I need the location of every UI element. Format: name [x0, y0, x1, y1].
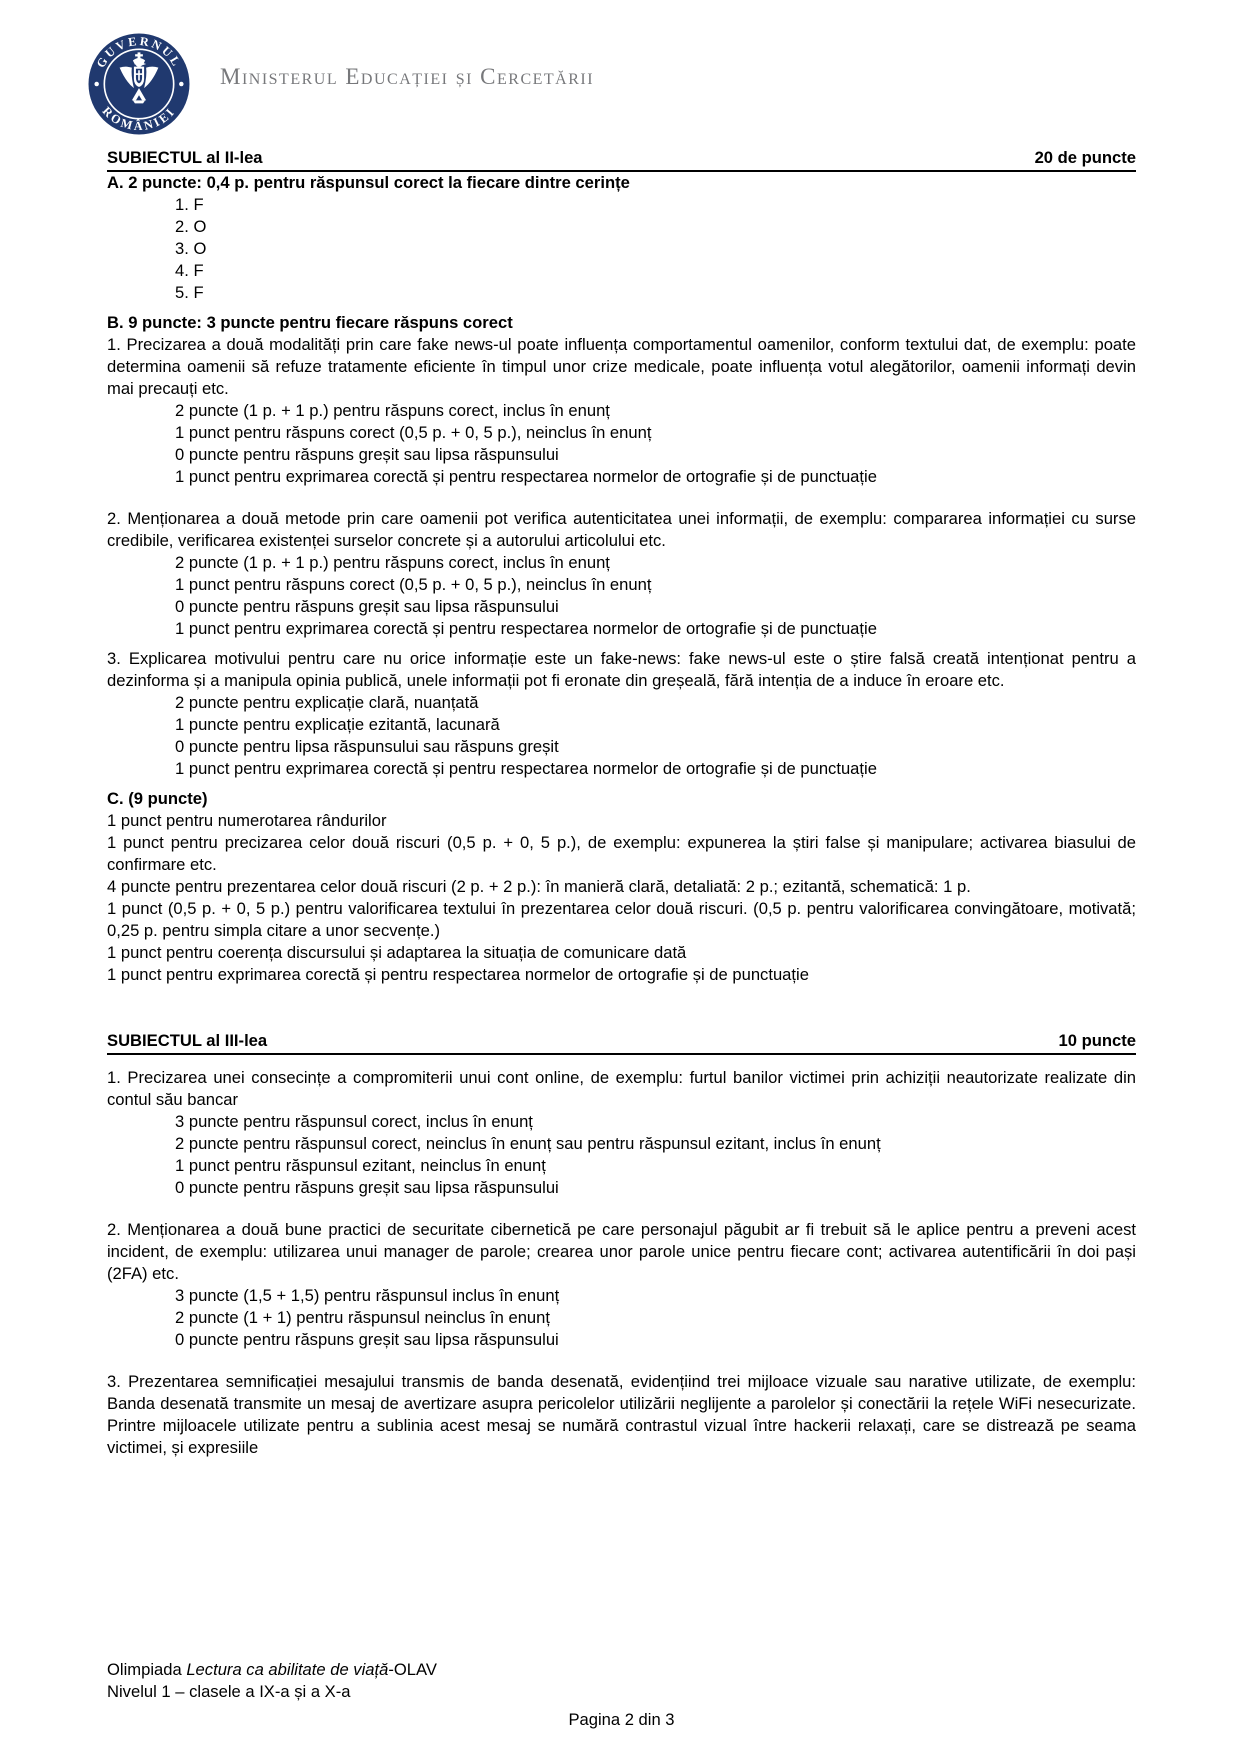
page-footer: [107, 1659, 1136, 1731]
footer-olympiad-suffix: -OLAV: [388, 1660, 437, 1679]
rubric-line: 1 punct pentru precizarea celor două riscuri (0,5 p. + 0, 5 p.), de exemplu: expunerea la știri false și manipulare; activarea biasului de confirmare etc.: [107, 833, 1136, 874]
subject3-title: SUBIECTUL al III-lea: [107, 1031, 268, 1050]
rubric-subline: 0 puncte pentru lipsa răspunsului sau răspuns greșit: [175, 737, 559, 756]
rubric-line: 1 punct (0,5 p. + 0, 5 p.) pentru valorificarea textului în prezentarea celor două riscuri. (0,5 p. pentru valorificarea convingătoare, motivată; 0,25 p. pentru simpla citare a unor secvențe.): [107, 899, 1136, 940]
rubric-subline: 0 puncte pentru răspuns greșit sau lipsa răspunsului: [175, 1178, 559, 1197]
rubric-subline: 1 punct pentru exprimarea corectă și pentru respectarea normelor de ortografie și de punctuație: [175, 759, 877, 778]
romania-government-seal-icon: [88, 33, 190, 135]
document-body: [107, 147, 1136, 1459]
subject2-points: 20 de puncte: [1034, 148, 1136, 167]
rubric-line: 4 puncte pentru prezentarea celor două riscuri (2 p. + 2 p.): în manieră clară, detaliată: 2 p.; ezitantă, schematică: 1 p.: [107, 877, 971, 896]
svg-text:GUVERNUL: GUVERNUL: [93, 33, 185, 71]
rubric-line: 1 punct pentru numerotarea rândurilor: [107, 811, 387, 830]
answer-item: 5. F: [175, 283, 204, 302]
rubric-subline: 1 punct pentru răspunsul ezitant, neinclus în enunț: [175, 1156, 546, 1175]
rubric-line: 1 punct pentru exprimarea corectă și pentru respectarea normelor de ortografie și de punctuație: [107, 965, 809, 984]
rubric-subline: 1 punct pentru exprimarea corectă și pentru respectarea normelor de ortografie și de punctuație: [175, 619, 877, 638]
subject3-heading-row: [107, 1030, 1136, 1055]
ministry-title: Ministerul Educației și Cercetării: [220, 64, 595, 89]
rubric-subline: 2 puncte pentru răspunsul corect, neinclus în enunț sau pentru răspunsul ezitant, inclus în enunț: [175, 1134, 881, 1153]
rubric-line: 1 punct pentru coerența discursului și adaptarea la situația de comunicare dată: [107, 943, 687, 962]
subject3-points: 10 puncte: [1058, 1031, 1136, 1050]
answer-item: 2. O: [175, 217, 207, 236]
rubric-subline: 1 punct pentru răspuns corect (0,5 p. + 0, 5 p.), neinclus în enunț: [175, 423, 652, 442]
rubric-subline: 2 puncte (1 p. + 1 p.) pentru răspuns corect, inclus în enunț: [175, 401, 610, 420]
rubric-subline: 3 puncte (1,5 + 1,5) pentru răspunsul inclus în enunț: [175, 1286, 560, 1305]
svg-text:ROMÂNIEI: ROMÂNIEI: [99, 103, 179, 134]
rubric-paragraph: 3. Prezentarea semnificației mesajului transmis de banda desenată, evidențiind trei mijloace vizuale sau narative utilizate, de exemplu: Banda desenată transmite un mesaj de avertizare asupra pericolelor utilizării neglijente a parolelor și conectării la rețele WiFi nesecurizate. Printre mijloacele utilizate pentru a sublinia acest mesaj se numără contrastul vizual între hackerii relaxați, care se distrează pe seama victimei, și expresiile: [107, 1372, 1136, 1457]
rubric-subline: 2 puncte (1 p. + 1 p.) pentru răspuns corect, inclus în enunț: [175, 553, 610, 572]
subject2-heading-row: [107, 147, 1136, 172]
rubric-paragraph: 2. Menționarea a două metode prin care oamenii pot verifica autenticitatea unei informații, de exemplu: compararea informației cu surse credibile, verificarea existenței surselor concrete și a autorului articolului etc.: [107, 509, 1136, 550]
footer-olympiad-title: Lectura ca abilitate de viață: [186, 1660, 389, 1679]
answer-item: 3. O: [175, 239, 207, 258]
footer-level-line: Nivelul 1 – clasele a IX-a și a X-a: [107, 1682, 351, 1701]
subject2-title: SUBIECTUL al II-lea: [107, 148, 263, 167]
rubric-paragraph: 1. Precizarea a două modalități prin care fake news-ul poate influența comportamentul oamenilor, conform textului dat, de exemplu: poate determina oamenii să refuze tratamente eficiente în timpul unor crize medicale, poate influența votul alegătorilor, oamenii informați devin mai precauți etc.: [107, 335, 1136, 398]
rubric-paragraph: 1. Precizarea unei consecințe a compromiterii unui cont online, de exemplu: furtul banilor victimei prin achiziții neautorizate realizate din contul său bancar: [107, 1068, 1136, 1109]
rubric-subline: 1 punct pentru răspuns corect (0,5 p. + 0, 5 p.), neinclus în enunț: [175, 575, 652, 594]
answer-item: 4. F: [175, 261, 204, 280]
footer-olympiad-prefix: Olimpiada: [107, 1660, 187, 1679]
footer-olympiad-line: [107, 1659, 1136, 1681]
section-c-heading: C. (9 puncte): [107, 789, 208, 808]
rubric-subline: 2 puncte (1 + 1) pentru răspunsul neinclus în enunț: [175, 1308, 550, 1327]
rubric-subline: 0 puncte pentru răspuns greșit sau lipsa răspunsului: [175, 597, 559, 616]
rubric-paragraph: 2. Menționarea a două bune practici de securitate cibernetică pe care personajul păgubit ar fi trebuit să le aplice pentru a preveni acest incident, de exemplu: utilizarea unui manager de parole; crearea unor parole unice pentru fiecare cont; activarea autentificării în doi pași (2FA) etc.: [107, 1220, 1136, 1283]
rubric-subline: 0 puncte pentru răspuns greșit sau lipsa răspunsului: [175, 1330, 559, 1349]
answer-item: 1. F: [175, 195, 204, 214]
rubric-subline: 3 puncte pentru răspunsul corect, inclus în enunț: [175, 1112, 533, 1131]
page-number: Pagina 2 din 3: [568, 1710, 675, 1729]
rubric-subline: 0 puncte pentru răspuns greșit sau lipsa răspunsului: [175, 445, 559, 464]
section-b-heading: B. 9 puncte: 3 puncte pentru fiecare răspuns corect: [107, 313, 513, 332]
rubric-subline: 2 puncte pentru explicație clară, nuanțată: [175, 693, 479, 712]
rubric-paragraph: 3. Explicarea motivului pentru care nu orice informație este un fake-news: fake news-ul este o știre falsă creată intenționat pentru a dezinforma și a manipula opinia publică, unele informații pot fi eronate din greșeală, fără intenția de a induce în eroare etc.: [107, 649, 1136, 690]
section-a-heading: A. 2 puncte: 0,4 p. pentru răspunsul corect la fiecare dintre cerințe: [107, 173, 630, 192]
page-header: [88, 33, 594, 135]
rubric-subline: 1 punct pentru exprimarea corectă și pentru respectarea normelor de ortografie și de punctuație: [175, 467, 877, 486]
rubric-subline: 1 puncte pentru explicație ezitantă, lacunară: [175, 715, 500, 734]
